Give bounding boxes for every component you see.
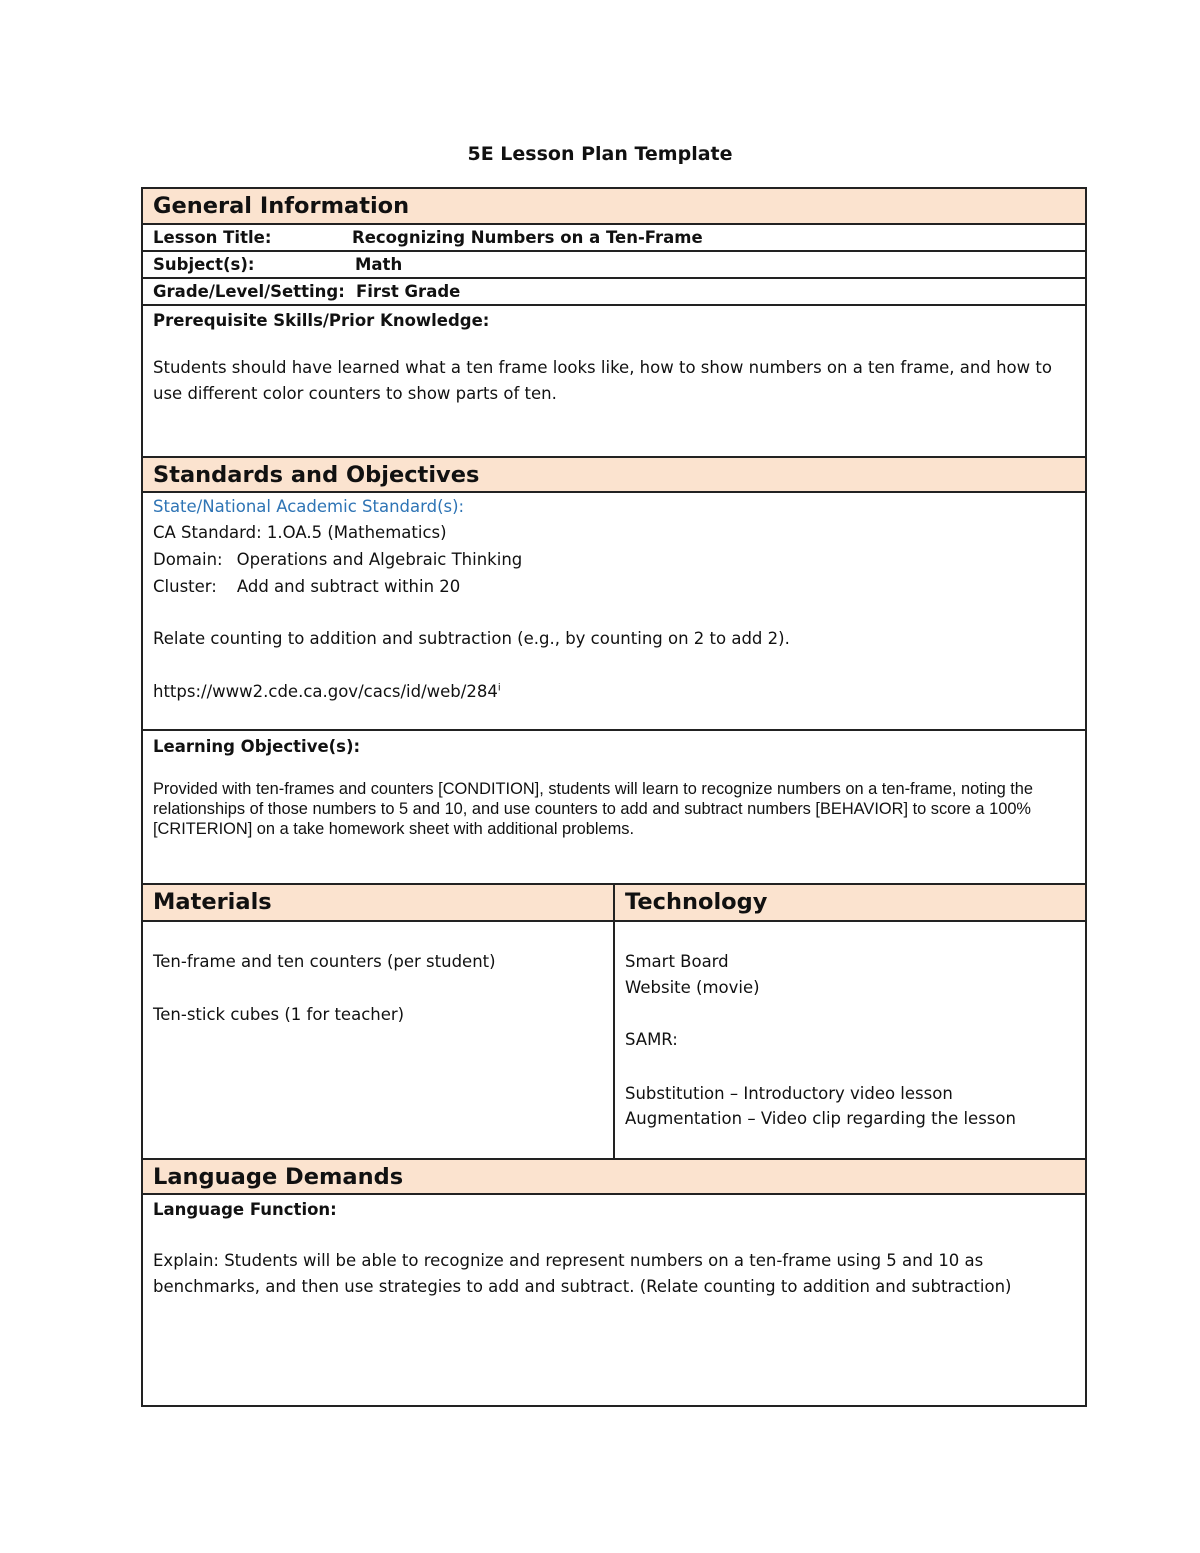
grade-row [143,279,1085,306]
language-function-label: Language Function: [153,1200,337,1219]
general-heading: General Information [153,193,410,219]
prerequisite-label: Prerequisite Skills/Prior Knowledge: [153,311,490,330]
prerequisite-row [143,306,1085,458]
standard-link-line [153,682,501,701]
cluster-value: Add and subtract within 20 [236,577,461,596]
technology-line-2: Website (movie) [625,978,760,997]
ca-standard: CA Standard: 1.OA.5 (Mathematics) [153,523,447,542]
domain-value: Operations and Algebraic Thinking [236,550,523,569]
standards-content [143,493,1085,731]
relate-text: Relate counting to addition and subtraction (e.g., by counting on 2 to add 2). [153,629,790,648]
lesson-title-value: Recognizing Numbers on a Ten-Frame [352,228,703,247]
grade-value: First Grade [356,282,461,301]
language-explain-text: Explain: Students will be able to recognize and represent numbers on a ten-frame using 5 and 10 as benchmarks, and then use strategies to add and subtract. (Relate counting to addition and subtraction) [153,1251,1012,1296]
footnote-marker: i [497,682,501,694]
learning-objective-row [143,731,1085,885]
cluster-line [153,577,460,596]
materials-item-2: Ten-stick cubes (1 for teacher) [153,1005,405,1024]
materials-heading: Materials [153,889,272,915]
section-language-header [143,1160,1085,1195]
lesson-title-label: Lesson Title: [153,228,272,247]
samr-substitution: Substitution – Introductory video lesson [625,1084,953,1103]
technology-heading: Technology [625,889,768,915]
subject-row [143,252,1085,279]
document-title: 5E Lesson Plan Template [467,143,733,165]
section-general-header [143,189,1085,225]
standard-url[interactable]: https://www2.cde.ca.gov/cacs/id/web/284 [153,682,498,701]
subject-label: Subject(s): [153,255,255,274]
learning-objective-text: Provided with ten-frames and counters [CONDITION], students will learn to recognize numbers on a ten-frame, noting the relationships of those numbers to 5 and 10, and use counters to add and subtract numbers [BEHAVIOR] to score a 100% [CRITERION] on a take homework sheet with additional problems. [153,780,1034,838]
samr-augmentation: Augmentation – Video clip regarding the lesson [625,1109,1016,1128]
column-divider [613,885,615,1160]
materials-item-1: Ten-frame and ten counters (per student) [153,952,496,971]
samr-label: SAMR: [625,1030,678,1049]
cluster-label: Cluster: [153,577,217,596]
domain-label: Domain: [153,550,223,569]
standards-heading: Standards and Objectives [153,461,480,488]
lesson-plan-table [141,187,1087,1407]
lesson-title-row [143,225,1085,252]
section-standards-header [143,458,1085,493]
learning-objective-label: Learning Objective(s): [153,737,361,756]
prerequisite-text: Students should have learned what a ten frame looks like, how to show numbers on a ten frame, and how to use different color counters to show parts of ten. [153,358,1052,403]
grade-label: Grade/Level/Setting: [153,282,345,301]
technology-line-1: Smart Board [625,952,729,971]
subject-value: Math [355,255,403,274]
language-content [143,1195,1085,1405]
language-heading: Language Demands [153,1163,404,1190]
state-standard-label: State/National Academic Standard(s): [153,497,465,516]
domain-line [153,550,522,569]
